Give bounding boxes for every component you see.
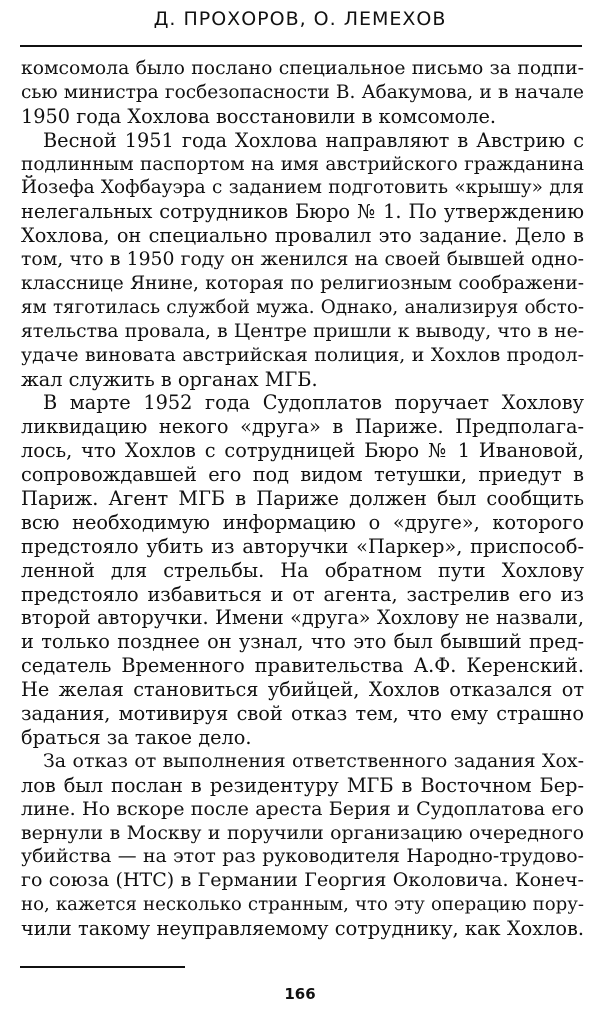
text-line: седатель Временного правительства А.Ф. Керенский.: [21, 654, 584, 678]
text-line: сью министра госбезопасности В. Абакумова, и в начале: [21, 81, 584, 103]
running-title: Д. ПРОХОРОВ, О. ЛЕМЕХОВ: [153, 8, 447, 30]
text-line: подлинным паспортом на имя австрийского гражданина: [21, 153, 584, 175]
text-line: том, что в 1950 году он женился на своей бывшей одно-: [21, 249, 584, 271]
text-line: предстояло убить из авторучки «Паркер», приспособ-: [21, 534, 584, 558]
text-line: ленной для стрельбы. На обратном пути Хохлову: [21, 558, 584, 582]
text-line: удаче виновата австрийская полиция, и Хохлов продол-: [21, 343, 584, 366]
text-line: нелегальных сотрудников Бюро № 1. По утверждению: [21, 200, 584, 224]
text-line: всю необходимую информацию о «друге», которого: [21, 510, 584, 534]
text-line: Йозефа Хофбауэра с заданием подготовить «крышу» для: [21, 177, 584, 199]
text-line: сопровождавшей его под видом тетушки, приедут в: [21, 463, 584, 487]
text-line: ям тяготилась службой мужа. Однако, анализируя обсто-: [21, 296, 584, 318]
text-line: предстояло избавиться и от агента, застрелив его из: [21, 582, 584, 606]
text-line: класснице Янине, которая по религиозным соображени-: [21, 273, 584, 295]
text-line: вернули в Москву и поручили организацию очередного: [21, 821, 584, 844]
text-line: ятельства провала, в Центре пришли к выводу, что в не-: [21, 320, 584, 342]
text-line: Париж. Агент МГБ в Париже должен был сообщить: [21, 487, 584, 511]
text-line: ликвидацию некого «друга» в Париже. Предполага-: [21, 415, 584, 439]
paragraph-start-line: В марте 1952 года Судоплатов поручает Хохлову: [43, 391, 584, 415]
text-line: 1950 года Хохлова восстановили в комсомоле.: [21, 104, 497, 128]
header-rule: [20, 45, 582, 47]
text-line: задания, мотивируя свой отказ тем, что ему страшно: [21, 702, 584, 726]
text-line: лось, что Хохлов с сотрудницей Бюро № 1 Ивановой,: [21, 439, 584, 463]
text-line: лов был послан в резидентуру МГБ в Восточном Бер-: [21, 773, 584, 797]
paragraph-start-line: Весной 1951 года Хохлова направляют в Австрию с: [43, 128, 584, 152]
text-line: лине. Но вскоре после ареста Берия и Судоплатова его: [21, 797, 584, 820]
body-text: [21, 57, 584, 941]
text-line: убийства — на этот раз руководителя Народно-трудово-: [21, 846, 584, 868]
text-line: и только позднее он узнал, что это был бывший пред-: [21, 630, 584, 654]
text-line: браться за такое дело.: [21, 725, 252, 749]
text-line: второй авторучки. Имени «друга» Хохлову не назвали,: [21, 606, 584, 630]
page-number: 166: [284, 985, 316, 1003]
text-line: чили такому неуправляемому сотруднику, как Хохлов.: [21, 917, 584, 941]
text-line: но, кажется несколько странным, что эту операцию пору-: [21, 894, 584, 916]
footnote-rule: [20, 966, 185, 968]
text-line: Не желая становиться убийцей, Хохлов отказался от: [21, 678, 584, 702]
text-line: Хохлова, он специально провалил это задание. Дело в: [21, 224, 584, 248]
text-line: го союза (НТС) в Германии Георгия Околовича. Конеч-: [21, 869, 584, 892]
text-line: комсомола было послано специальное письмо за подпи-: [21, 58, 584, 79]
text-line: жал служить в органах МГБ.: [21, 367, 318, 391]
paragraph-start-line: За отказ от выполнения ответственного задания Хох-: [43, 749, 584, 772]
